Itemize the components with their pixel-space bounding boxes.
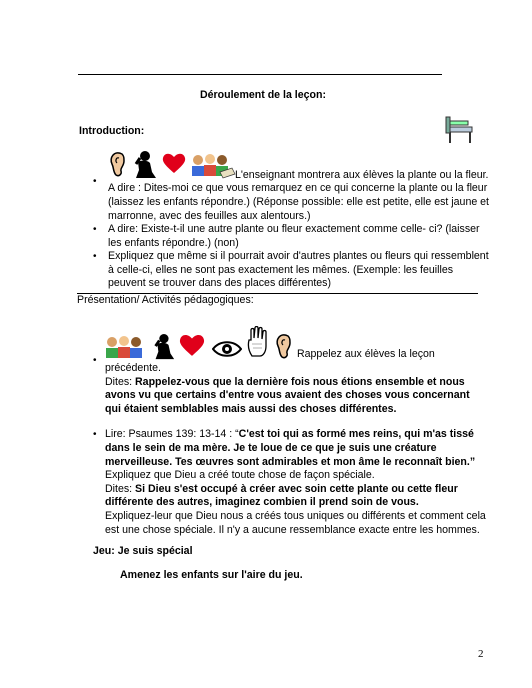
page-number: 2 [478,648,484,660]
heart-icon [162,152,186,174]
hand-icon [246,326,270,358]
page-title: Déroulement de la leçon: [200,89,326,101]
bullet: • [93,224,97,235]
pres-item2-dites [105,483,458,496]
jeu-instruction: Amenez les enfants sur l'aire du jeu. [120,569,303,581]
pres-item2-bold3: merveilleuse. Tes œuvres sont admirables et mon âme le reconnaît bien.” [105,456,476,468]
pres-item1-line2: précédente. [105,362,161,374]
children-group-icon [105,334,147,362]
presentation-heading: Présentation/ Activités pédagogiques: [77,294,254,306]
intro-item2-line2: les enfants répondre.) (non) [108,237,239,249]
bullet: • [93,251,97,262]
bullet: • [93,176,97,187]
pres-item2-bold1: C'est toi qui as formé mes reins, qui m'as tissé [238,428,474,440]
introduction-heading: Introduction: [79,125,145,137]
intro-item1-line3: (laissez les enfants répondre.) (Réponse possible: elle est petite, elle est jaune et [108,196,490,208]
pres-item1-dites [105,376,465,389]
intro-item2-line1: A dire: Existe-t-il une autre plante ou fleur exactement comme celle- ci? (laisser [108,223,480,235]
pres-item2-bold5: différente des autres, imaginez combien il prend soin de vous. [105,496,419,508]
pres-item1-line1: Rappelez aux élèves la leçon [297,348,435,360]
pres-item2-line5: Expliquez que Dieu a créé toute chose de façon spéciale. [105,469,375,481]
heart-icon [179,333,205,357]
pres-item2-bold2: dans le sein de ma mère. Je te loue de ce que je suis une créature [105,442,437,454]
pres-item2-bold4: Si Dieu s'est occupé à créer avec soin cette plante ou cette fleur [135,483,458,495]
ear-icon [274,332,294,360]
pres-item2-line9: est une chose spéciale. Il n'y a aucune ressemblance exacte entre les hommes. [105,524,480,536]
ear-icon [108,150,128,178]
bullet: • [93,355,97,366]
top-rule [78,74,442,75]
praying-person-icon [150,332,176,362]
lire-label: Lire: Psaumes 139: 13-14 : “ [105,428,239,440]
pres-item1-bold3: qui étaient semblables mais aussi des choses différentes. [105,403,397,415]
eye-icon [212,340,242,358]
dites-label: Dites: [105,483,136,495]
children-group-icon [190,152,236,180]
intro-item3-line2: à celle-ci, elles ne sont pas exactement les mêmes. (Exemple: les feuilles [108,264,454,276]
pres-item2-line8: Expliquez-leur que Dieu nous a créés tous uniques ou différents et comment cela [105,510,486,522]
intro-item1-line4: marronne, avec des feuilles aux alentours.) [108,210,311,222]
dites-label: Dites: [105,376,136,388]
pres-item1-bold2: avons vu que certains d'entre vous avaient des choses vous concernant [105,389,470,401]
pres-item1-bold1: Rappelez-vous que la dernière fois nous étions ensemble et nous [135,376,465,388]
intro-item1-line1: L'enseignant montrera aux élèves la plante ou la fleur. [235,169,489,181]
intro-item3-line3: peuvent se trouver dans des places différentes) [108,277,331,289]
bullet: • [93,429,97,440]
intro-item1-line2: A dire : Dites-moi ce que vous remarquez en ce qui concerne la plante ou la fleur [108,182,488,194]
intro-item3-line1: Expliquez que même si il pourrait avoir d'autres plantes ou fleurs qui ressemblent [108,250,489,262]
pres-item2-line1 [105,428,474,441]
jeu-heading: Jeu: Je suis spécial [93,545,193,557]
chair-icon [445,115,477,145]
praying-person-icon [130,150,158,180]
